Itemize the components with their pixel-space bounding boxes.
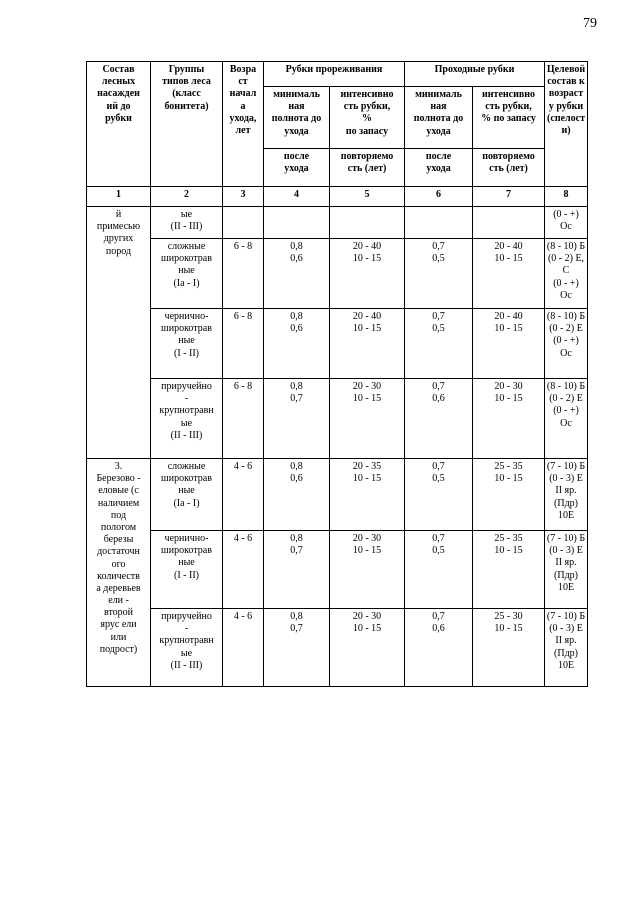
cell-line: 0,5: [432, 253, 445, 265]
cell-line: (8 - 10) Б: [546, 241, 586, 252]
cell-line: сть (лет): [489, 163, 528, 175]
cell-line: типов леса: [162, 76, 211, 88]
header-passage-cuttings: Проходные рубки: [405, 62, 545, 87]
cell-line: 25 - 30: [494, 611, 523, 622]
cell-line: чернично-: [164, 311, 209, 322]
cell-line: бонитета): [164, 100, 209, 112]
cell-line: (Пдр): [554, 569, 578, 581]
cell-line: и): [561, 124, 571, 136]
min-density-passage-cell: [405, 609, 473, 687]
cell-line: минималь: [273, 89, 320, 100]
cell-line: Березово -: [96, 473, 141, 485]
cell-line: II яр.: [555, 485, 577, 497]
header-intensity-passage: [473, 87, 545, 149]
cell-line: после: [425, 151, 452, 162]
cell-line: широкотрав: [161, 473, 212, 485]
intensity-passage-cell: [473, 379, 545, 459]
cell-line: й: [115, 209, 122, 220]
intensity-passage-cell: [473, 309, 545, 379]
cell-line: других: [103, 233, 134, 245]
cell-line: (8 - 10) Б: [546, 381, 586, 392]
header-target-composition: [545, 62, 588, 187]
cell-line: широкотрав: [161, 545, 212, 557]
start-age-cell: 6 - 8: [223, 239, 264, 309]
min-density-passage-cell: [405, 379, 473, 459]
column-number: 1: [87, 187, 151, 207]
cell-line: 0,7: [432, 241, 445, 252]
cell-line: Ос: [560, 347, 572, 359]
start-age-cell: [223, 207, 264, 239]
min-density-thinning-cell: [264, 609, 330, 687]
cell-line: ная: [430, 101, 447, 113]
cell-line: II яр.: [555, 557, 577, 569]
cell-line: (7 - 10) Б: [546, 461, 586, 472]
cell-line: начал: [229, 88, 257, 100]
cell-line: приручейно: [161, 381, 212, 392]
cell-line: 20 - 40: [352, 311, 382, 322]
header-repeat-passage: [473, 149, 545, 187]
intensity-passage-cell: [473, 207, 545, 239]
cell-line: 10 - 15: [494, 253, 523, 265]
cell-line: а: [240, 100, 246, 112]
cell-line: еловые (с: [98, 485, 139, 497]
column-number: 4: [264, 187, 330, 207]
intensity-passage-cell: [473, 531, 545, 609]
cell-line: 0,8: [290, 241, 303, 252]
cell-line: 25 - 35: [494, 533, 523, 544]
min-density-passage-cell: [405, 207, 473, 239]
table-row: [87, 379, 588, 459]
cell-line: (I - II): [174, 347, 199, 359]
cell-line: % по запасу: [481, 113, 536, 125]
cell-line: (Iа - I): [173, 277, 200, 289]
cell-line: 10 - 15: [352, 545, 382, 557]
cell-line: 10 - 15: [352, 473, 382, 485]
column-number: 6: [405, 187, 473, 207]
cell-line: 0,7: [290, 545, 303, 557]
cell-line: (Iа - I): [173, 497, 200, 509]
column-number: 2: [151, 187, 223, 207]
table-row: [87, 531, 588, 609]
cell-line: (II - III): [170, 221, 203, 233]
intensity-passage-cell: [473, 609, 545, 687]
cell-line: 10 - 15: [352, 393, 382, 405]
cell-line: интенсивно: [482, 89, 536, 100]
cell-line: 10 - 15: [352, 623, 382, 635]
min-density-passage-cell: [405, 239, 473, 309]
cell-line: 0,6: [432, 393, 445, 405]
cell-line: (II - III): [170, 429, 203, 441]
cell-line: 0,7: [290, 393, 303, 405]
cell-line: Целевой: [546, 64, 586, 75]
intensity-passage-cell: [473, 459, 545, 531]
table-row: [87, 207, 588, 239]
cell-line: ухода: [284, 125, 309, 137]
forest-type-cell: [151, 531, 223, 609]
cell-line: Группы: [168, 64, 205, 75]
target-composition-cell: [545, 531, 588, 609]
cell-line: 0,8: [290, 533, 303, 544]
cell-line: (Пдр): [554, 647, 578, 659]
cell-line: (0 - +): [553, 335, 579, 347]
cell-line: после: [283, 151, 310, 162]
cell-line: 0,6: [290, 473, 303, 485]
forest-type-cell: [151, 459, 223, 531]
cell-line: %: [362, 113, 372, 125]
cell-line: (Пдр): [554, 497, 578, 509]
cell-line: рубки: [105, 112, 132, 124]
cell-line: лет: [235, 124, 251, 136]
cell-line: 20 - 40: [494, 241, 523, 252]
cell-line: 25 - 35: [494, 461, 523, 472]
intensity-thinning-cell: [330, 239, 405, 309]
cell-line: 10Е: [557, 581, 575, 593]
cell-line: 20 - 30: [352, 533, 382, 544]
cell-line: сложные: [167, 241, 206, 252]
column-number: 5: [330, 187, 405, 207]
cell-line: ые: [180, 209, 193, 220]
cell-line: ярус ели: [100, 619, 137, 631]
cell-line: 0,8: [290, 461, 303, 472]
start-age-cell: 4 - 6: [223, 459, 264, 531]
cell-line: ели -: [108, 595, 129, 607]
cell-line: количеств: [97, 570, 140, 582]
cell-line: 0,6: [432, 623, 445, 635]
min-density-passage-cell: [405, 459, 473, 531]
min-density-passage-cell: [405, 531, 473, 609]
cell-line: (0 - 2) Е,: [547, 253, 585, 265]
cell-line: ст: [238, 76, 248, 88]
target-composition-cell: [545, 459, 588, 531]
start-age-cell: 4 - 6: [223, 609, 264, 687]
intensity-thinning-cell: [330, 531, 405, 609]
table-row: [87, 609, 588, 687]
cell-line: 20 - 30: [494, 381, 523, 392]
column-number-row: [87, 187, 588, 207]
cell-line: ные: [178, 557, 195, 569]
header-forest-type-groups: [151, 62, 223, 187]
cell-line: 10Е: [557, 509, 575, 521]
cell-line: ухода: [284, 163, 309, 175]
cell-line: ые: [180, 417, 193, 429]
cell-line: (0 - +): [553, 209, 579, 220]
cell-line: ухода,: [229, 112, 257, 124]
target-composition-cell: [545, 207, 588, 239]
forest-type-cell: [151, 379, 223, 459]
cell-line: минималь: [415, 89, 462, 100]
min-density-thinning-cell: [264, 239, 330, 309]
cell-line: 20 - 40: [352, 241, 382, 252]
cell-line: (0 - +): [553, 277, 579, 289]
table-row: [87, 309, 588, 379]
header-min-density-passage: [405, 87, 473, 149]
cell-line: (II - III): [170, 659, 203, 671]
cell-line: Возра: [229, 64, 257, 75]
cell-line: 3.: [114, 461, 123, 472]
cell-line: Состав: [102, 64, 135, 75]
header-repeat-thinning: [330, 149, 405, 187]
cell-line: ые: [180, 647, 193, 659]
cell-line: 0,7: [432, 611, 445, 622]
forest-type-cell: [151, 609, 223, 687]
start-age-cell: 6 - 8: [223, 309, 264, 379]
cell-line: 10 - 15: [494, 393, 523, 405]
cell-line: 10 - 15: [494, 545, 523, 557]
cell-line: приручейно: [161, 611, 212, 622]
cell-line: (I - II): [174, 569, 199, 581]
cell-line: наличием: [97, 497, 140, 509]
cell-line: 0,6: [290, 253, 303, 265]
cell-line: пород: [105, 245, 132, 257]
cell-line: (спелост: [547, 112, 585, 124]
intensity-thinning-cell: [330, 379, 405, 459]
cell-line: 20 - 35: [352, 461, 382, 472]
cell-line: 0,5: [432, 473, 445, 485]
cell-line: (0 - 3) Е: [549, 473, 583, 485]
cell-line: -: [184, 393, 189, 405]
cell-line: (класс: [172, 88, 201, 100]
target-composition-cell: [545, 609, 588, 687]
cell-line: или: [110, 631, 127, 643]
cell-line: сть рубки,: [343, 101, 391, 113]
intensity-thinning-cell: [330, 459, 405, 531]
cell-line: (0 - 2) Е: [549, 323, 583, 335]
target-composition-cell: [545, 239, 588, 309]
cell-line: (0 - 2) Е: [549, 393, 583, 405]
header-intensity-thinning: [330, 87, 405, 149]
cell-line: по запасу: [345, 125, 389, 137]
cell-line: широкотрав: [161, 253, 212, 265]
composition-cell: [87, 207, 151, 459]
start-age-cell: 6 - 8: [223, 379, 264, 459]
cell-line: 0,7: [432, 533, 445, 544]
cell-line: насажден: [97, 88, 140, 100]
cell-line: пологом: [100, 521, 137, 533]
cell-line: крупнотравн: [159, 405, 214, 417]
cell-line: ухода: [426, 163, 451, 175]
intensity-thinning-cell: [330, 207, 405, 239]
table-row: [87, 239, 588, 309]
cell-line: ого: [111, 558, 126, 570]
cell-line: С: [562, 265, 570, 277]
cell-line: (0 - 3) Е: [549, 545, 583, 557]
cell-line: 0,7: [432, 381, 445, 392]
cell-line: широкотрав: [161, 323, 212, 335]
header-start-age: [223, 62, 264, 187]
header-after-care-thinning: [264, 149, 330, 187]
min-density-thinning-cell: [264, 207, 330, 239]
cell-line: 10 - 15: [352, 323, 382, 335]
cell-line: под: [110, 509, 127, 521]
cell-line: (7 - 10) Б: [546, 611, 586, 622]
target-composition-cell: [545, 309, 588, 379]
cell-line: 0,8: [290, 381, 303, 392]
cell-line: березы: [103, 534, 134, 546]
forest-type-cell: [151, 309, 223, 379]
min-density-thinning-cell: [264, 379, 330, 459]
cell-line: состав к: [547, 76, 585, 88]
column-number: 8: [545, 187, 588, 207]
cell-line: ные: [178, 335, 195, 347]
cell-line: 10 - 15: [494, 623, 523, 635]
cell-line: -: [184, 623, 189, 635]
cell-line: 0,6: [290, 323, 303, 335]
cell-line: сть (лет): [347, 163, 387, 175]
cell-line: второй: [103, 607, 134, 619]
intensity-passage-cell: [473, 239, 545, 309]
page-number: 79: [583, 16, 597, 31]
cell-line: сть рубки,: [485, 101, 532, 113]
cell-line: достаточн: [97, 546, 140, 558]
cell-line: примесью: [96, 221, 141, 233]
cell-line: 20 - 30: [352, 381, 382, 392]
cell-line: 0,7: [290, 623, 303, 635]
cell-line: 0,5: [432, 323, 445, 335]
cell-line: 20 - 40: [494, 311, 523, 322]
header-after-care-passage: [405, 149, 473, 187]
cell-line: полнота до: [271, 113, 322, 125]
min-density-passage-cell: [405, 309, 473, 379]
cell-line: 0,7: [432, 461, 445, 472]
cell-line: 10 - 15: [494, 473, 523, 485]
cell-line: подрост): [99, 643, 138, 655]
cell-line: (0 - 3) Е: [549, 623, 583, 635]
cell-line: полнота до: [413, 113, 464, 125]
column-number: 7: [473, 187, 545, 207]
cell-line: 0,8: [290, 611, 303, 622]
cell-line: ий до: [106, 100, 131, 112]
column-number: 3: [223, 187, 264, 207]
cell-line: Ос: [560, 221, 572, 233]
cell-line: II яр.: [555, 635, 577, 647]
forest-type-cell: [151, 239, 223, 309]
cell-line: а деревьев: [96, 582, 141, 594]
cell-line: ные: [178, 485, 195, 497]
cell-line: повторяемо: [482, 151, 535, 162]
target-composition-cell: [545, 379, 588, 459]
cell-line: ные: [178, 265, 195, 277]
header-thinning: Рубки прореживания: [264, 62, 405, 87]
intensity-thinning-cell: [330, 609, 405, 687]
cell-line: 10 - 15: [352, 253, 382, 265]
cell-line: крупнотравн: [159, 635, 214, 647]
min-density-thinning-cell: [264, 309, 330, 379]
cell-line: Ос: [560, 289, 572, 301]
cell-line: (7 - 10) Б: [546, 533, 586, 544]
cell-line: ная: [288, 101, 305, 113]
cell-line: у рубки: [548, 100, 584, 112]
composition-cell: [87, 459, 151, 687]
start-age-cell: 4 - 6: [223, 531, 264, 609]
cell-line: Ос: [560, 417, 572, 429]
forest-care-table: [86, 61, 588, 687]
cell-line: сложные: [167, 461, 206, 472]
cell-line: 0,7: [432, 311, 445, 322]
cell-line: 0,8: [290, 311, 303, 322]
min-density-thinning-cell: [264, 531, 330, 609]
cell-line: чернично-: [164, 533, 209, 544]
header-composition: [87, 62, 151, 187]
cell-line: (8 - 10) Б: [546, 311, 586, 322]
forest-type-cell: [151, 207, 223, 239]
min-density-thinning-cell: [264, 459, 330, 531]
cell-line: (0 - +): [553, 405, 579, 417]
cell-line: 0,5: [432, 545, 445, 557]
cell-line: повторяемо: [340, 151, 394, 162]
cell-line: интенсивно: [340, 89, 394, 100]
intensity-thinning-cell: [330, 309, 405, 379]
cell-line: лесных: [101, 76, 136, 88]
header-min-density-thinning: [264, 87, 330, 149]
cell-line: 10Е: [557, 659, 575, 671]
cell-line: 20 - 30: [352, 611, 382, 622]
table-row: [87, 459, 588, 531]
cell-line: возраст: [548, 88, 584, 100]
cell-line: 10 - 15: [494, 323, 523, 335]
cell-line: ухода: [426, 125, 451, 137]
